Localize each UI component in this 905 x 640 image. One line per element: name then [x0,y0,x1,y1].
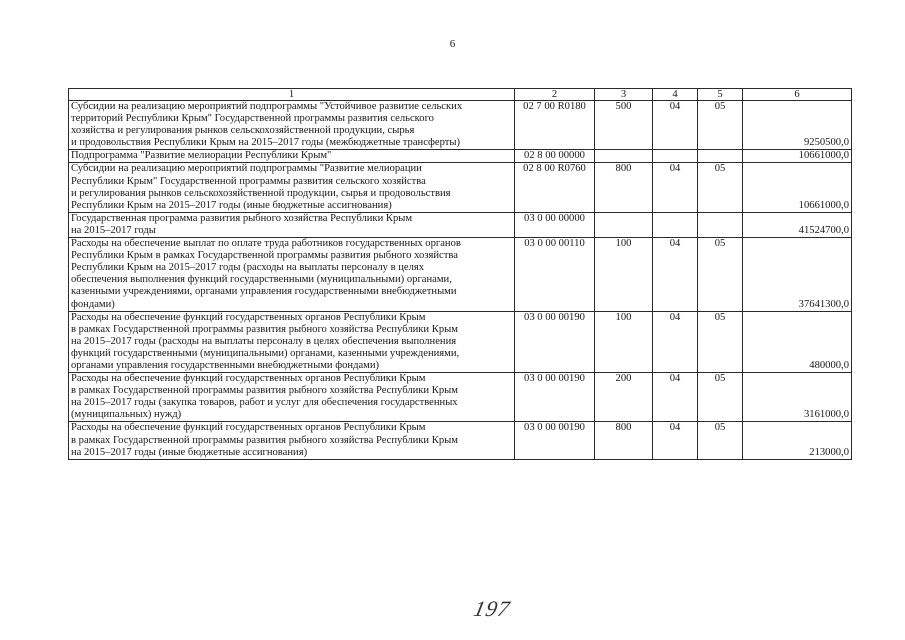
row-code: 03 0 00 00190 [515,422,595,459]
row-amount: 3161000,0 [743,373,852,422]
row-col4: 04 [653,163,698,212]
row-code: 02 8 00 00000 [515,150,595,163]
table-row [69,150,852,163]
table-row [69,311,852,372]
row-col5: 05 [698,373,743,422]
table-row [69,238,852,312]
description-line: на 2015–2017 годы (расходы на выплаты персоналу в целях обеспечения выполнения [71,335,457,347]
row-col5: 05 [698,238,743,312]
description-line: в рамках Государственной программы развития рыбного хозяйства Республики Крым [71,434,458,446]
row-code: 02 8 00 R0760 [515,163,595,212]
row-col5 [698,150,743,163]
page-number: 6 [449,38,456,50]
description-line: территорий Республики Крым" Государственной программы развития сельского [71,113,434,125]
row-col5: 05 [698,163,743,212]
description-line: Субсидии на реализацию мероприятий подпрограммы "Развитие мелиорации [71,163,422,175]
row-amount: 213000,0 [743,422,852,459]
row-description [69,238,515,312]
description-line: и регулирования рынков сельскохозяйственной продукции, сырья и продовольствия [71,187,451,199]
row-description [69,101,515,150]
row-col5: 05 [698,311,743,372]
row-col4: 04 [653,311,698,372]
description-line: Республики Крым на 2015–2017 годы (иные бюджетные ассигнования) [71,199,392,211]
row-col5: 05 [698,422,743,459]
row-amount: 37641300,0 [743,238,852,312]
row-code: 03 0 00 00000 [515,212,595,237]
table-row [69,101,852,150]
table-header-row [69,89,852,101]
row-col5: 05 [698,101,743,150]
column-header-3: 3 [595,89,653,101]
row-description [69,373,515,422]
row-description [69,163,515,212]
description-line: в рамках Государственной программы развития рыбного хозяйства Республики Крым [71,323,458,335]
row-col4: 04 [653,422,698,459]
row-description [69,212,515,237]
description-line: обеспечения выполнения функций государственными (муниципальными) органами, [71,274,452,286]
description-line: Республики Крым на 2015–2017 годы (расходы на выплаты персоналу в целях [71,262,425,274]
row-col4: 04 [653,238,698,312]
column-header-1: 1 [69,89,515,101]
row-col4 [653,212,698,237]
row-col3: 800 [595,422,653,459]
column-header-2: 2 [515,89,595,101]
row-col3: 100 [595,311,653,372]
column-header-6: 6 [743,89,852,101]
row-col5 [698,212,743,237]
description-line: Расходы на обеспечение функций государственных органов Республики Крым [71,311,426,323]
description-line: фондами) [71,298,115,310]
row-col3: 200 [595,373,653,422]
description-line: казенными учреждениями, органами управления государственными внебюджетными [71,286,457,298]
table-row [69,212,852,237]
row-col3 [595,150,653,163]
description-line: органами управления государственными внебюджетными фондами) [71,359,380,371]
row-col3: 100 [595,238,653,312]
row-col4 [653,150,698,163]
description-line: Подпрограмма "Развитие мелиорации Республики Крым" [71,150,332,162]
description-line: (муниципальных) нужд) [71,409,182,421]
row-amount: 41524700,0 [743,212,852,237]
row-code: 02 7 00 R0180 [515,101,595,150]
row-col4: 04 [653,373,698,422]
row-code: 03 0 00 00190 [515,311,595,372]
row-col3 [595,212,653,237]
description-line: и продовольствия Республики Крым на 2015–2017 годы (межбюджетные трансферты) [71,137,461,149]
row-description [69,150,515,163]
description-line: Расходы на обеспечение функций государственных органов Республики Крым [71,422,426,434]
description-line: хозяйства и регулирования рынков сельскохозяйственной продукции, сырья [71,125,415,137]
description-line: на 2015–2017 годы [71,224,156,236]
handwritten-page-number: 197 [471,596,513,621]
row-description [69,311,515,372]
row-amount: 480000,0 [743,311,852,372]
description-line: Республики Крым" Государственной программы развития сельского хозяйства [71,175,426,187]
description-line: Республики Крым в рамках Государственной программы развития рыбного хозяйства [71,250,458,262]
row-col4: 04 [653,101,698,150]
budget-table [68,88,852,460]
row-code: 03 0 00 00190 [515,373,595,422]
description-line: Расходы на обеспечение функций государственных органов Республики Крым [71,373,426,385]
row-amount: 10661000,0 [743,150,852,163]
description-line: Расходы на обеспечение выплат по оплате труда работников государственных органов [71,238,461,250]
column-header-4: 4 [653,89,698,101]
description-line: в рамках Государственной программы развития рыбного хозяйства Республики Крым [71,385,458,397]
column-header-5: 5 [698,89,743,101]
row-amount: 9250500,0 [743,101,852,150]
row-description [69,422,515,459]
description-line: на 2015–2017 годы (закупка товаров, работ и услуг для обеспечения государственных [71,397,458,409]
table-row [69,422,852,459]
row-col3: 500 [595,101,653,150]
description-line: на 2015–2017 годы (иные бюджетные ассигнования) [71,446,308,458]
description-line: Субсидии на реализацию мероприятий подпрограммы "Устойчивое развитие сельских [71,101,463,112]
row-code: 03 0 00 00110 [515,238,595,312]
row-col3: 800 [595,163,653,212]
table-row [69,373,852,422]
table-row [69,163,852,212]
row-amount: 10661000,0 [743,163,852,212]
description-line: Государственная программа развития рыбного хозяйства Республики Крым [71,212,413,224]
description-line: функций государственными (муниципальными) органами, казенными учреждениями, [71,347,460,359]
